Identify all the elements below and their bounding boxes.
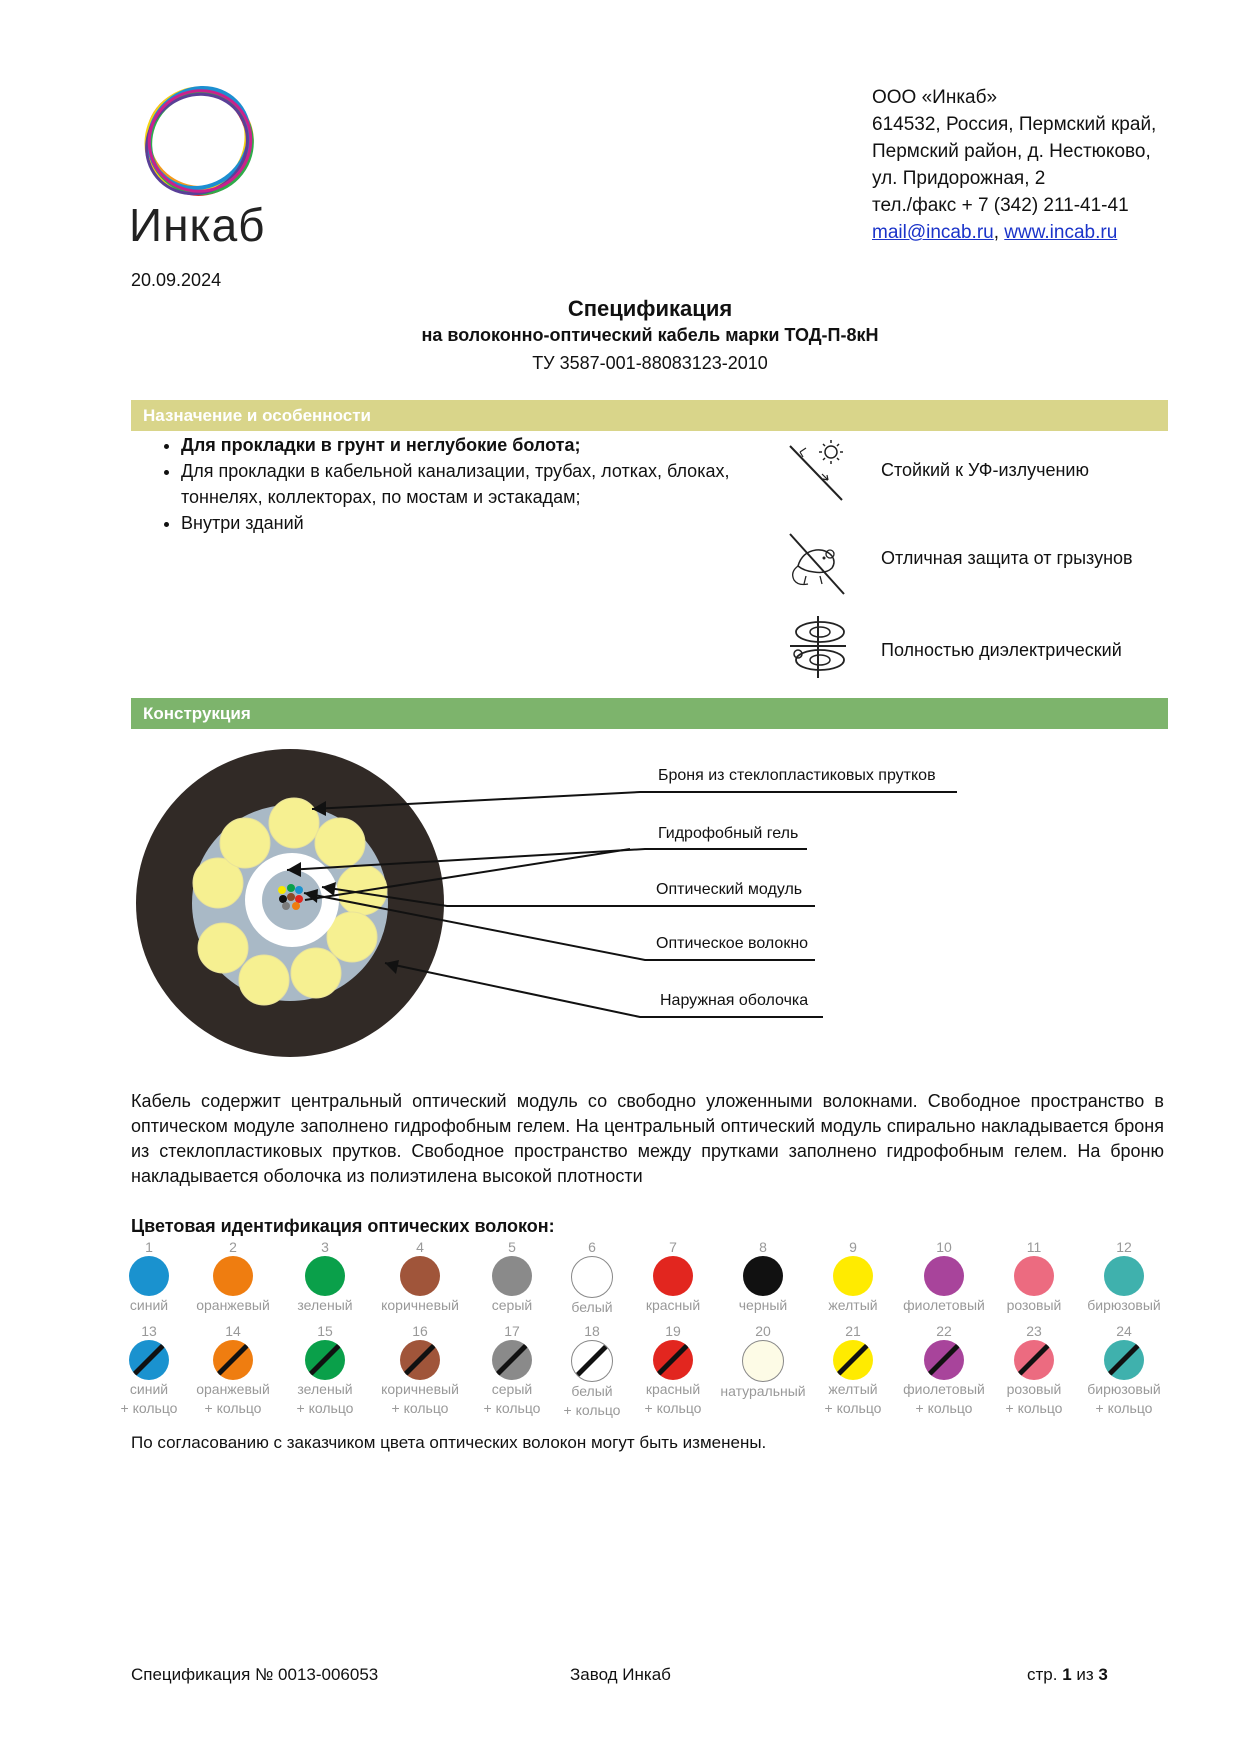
- footer-page-number: [1027, 1665, 1108, 1685]
- email-link[interactable]: mail@incab.ru: [872, 222, 994, 243]
- fiber-ring-suffix: + кольцо: [391, 1400, 449, 1416]
- fiber-swatch: [186, 1323, 280, 1418]
- fiber-swatch: [102, 1323, 196, 1418]
- fiber-swatch: [278, 1239, 372, 1315]
- fiber-color-name: коричневый: [381, 1381, 459, 1397]
- address-line: Пермский район, д. Нестюково,: [872, 141, 1151, 162]
- fiber-color-name: белый: [571, 1383, 613, 1399]
- fiber-color-dot: [400, 1256, 440, 1296]
- purpose-item: • Для прокладки в кабельной канализации, трубах, лотках, блоках, тоннелях, коллекторах, по мостам и эстакадам;: [181, 458, 741, 510]
- fiber-ring-suffix: + кольцо: [204, 1400, 262, 1416]
- fiber-color-name: белый: [571, 1299, 613, 1315]
- fiber-number: 2: [229, 1239, 237, 1255]
- fiber-color-dot: [742, 1340, 784, 1382]
- fiber-ring-suffix: + кольцо: [483, 1400, 541, 1416]
- fiber-color-name: натуральный: [720, 1383, 806, 1399]
- label-sheath: Наружная оболочка: [660, 992, 809, 1009]
- feature-uv: Стойкий к УФ-излучению: [881, 460, 1089, 480]
- fiber-swatch: [987, 1239, 1081, 1315]
- fiber-swatch: [186, 1239, 280, 1315]
- fiber-number: 4: [416, 1239, 424, 1255]
- address-phone: тел./факс + 7 (342) 211-41-41: [872, 195, 1129, 216]
- ring-stripe-icon: [305, 1340, 345, 1380]
- address-line: ООО «Инкаб»: [872, 87, 998, 108]
- current-page: 1: [1062, 1665, 1072, 1684]
- fiber-swatch: [1077, 1239, 1171, 1315]
- fiber-color-dot: [1104, 1256, 1144, 1296]
- fiber-color-name: фиолетовый: [903, 1297, 985, 1313]
- fiber-swatch: [545, 1323, 639, 1420]
- fiber-number: 6: [588, 1239, 596, 1255]
- fiber-ring-suffix: + кольцо: [644, 1400, 702, 1416]
- fiber-swatch: [716, 1323, 810, 1401]
- fiber-color-dot: [924, 1340, 964, 1380]
- fiber-number: 17: [504, 1323, 520, 1339]
- fiber-color-name: желтый: [828, 1297, 878, 1313]
- company-address: [872, 84, 1156, 246]
- fiber-color-name: черный: [738, 1297, 788, 1313]
- fiber-color-name: фиолетовый: [903, 1381, 985, 1397]
- fiber-ring-suffix: + кольцо: [824, 1400, 882, 1416]
- feature-dielectric: Полностью диэлектрический: [881, 640, 1122, 660]
- fiber-color-name: оранжевый: [196, 1297, 270, 1313]
- fiber-color-dot: [571, 1340, 613, 1382]
- fiber-number: 20: [755, 1323, 771, 1339]
- fiber-swatch: [102, 1239, 196, 1315]
- ring-stripe-icon: [129, 1340, 169, 1380]
- fiber-number: 16: [412, 1323, 428, 1339]
- fiber-color-name: зеленый: [297, 1297, 353, 1313]
- rodent-protection-icon: [786, 532, 848, 596]
- fiber-ring-suffix: + кольцо: [563, 1402, 621, 1418]
- fiber-color-name: желтый: [828, 1381, 878, 1397]
- fiber-color-name: розовый: [1006, 1297, 1062, 1313]
- fiber-ring-suffix: + кольцо: [1095, 1400, 1153, 1416]
- fiber-number: 3: [321, 1239, 329, 1255]
- fiber-color-name: синий: [129, 1381, 169, 1397]
- ring-stripe-icon: [1104, 1340, 1144, 1380]
- address-line: 614532, Россия, Пермский край,: [872, 114, 1157, 135]
- fiber-ring-suffix: + кольцо: [915, 1400, 973, 1416]
- ring-stripe-icon: [924, 1340, 964, 1380]
- purpose-list: [145, 432, 741, 536]
- feature-rodent: Отличная защита от грызунов: [881, 548, 1133, 568]
- fiber-color-dot: [1104, 1340, 1144, 1380]
- fiber-number: 13: [141, 1323, 157, 1339]
- fiber-ring-suffix: + кольцо: [1005, 1400, 1063, 1416]
- fiber-color-dot: [492, 1256, 532, 1296]
- label-fiber: Оптическое волокно: [656, 935, 809, 952]
- fiber-color-dot: [129, 1340, 169, 1380]
- fiber-color-dot: [653, 1340, 693, 1380]
- fiber-color-dot: [743, 1256, 783, 1296]
- dielectric-icon: [786, 614, 848, 680]
- logo-rings-icon: [134, 76, 264, 206]
- fiber-swatch: [626, 1323, 720, 1418]
- fiber-color-name: бирюзовый: [1087, 1297, 1161, 1313]
- fiber-swatch: [278, 1323, 372, 1418]
- fiber-number: 15: [317, 1323, 333, 1339]
- ring-stripe-icon: [400, 1340, 440, 1380]
- fiber-color-name: коричневый: [381, 1297, 459, 1313]
- fiber-number: 5: [508, 1239, 516, 1255]
- fiber-color-dot: [571, 1256, 613, 1298]
- fiber-number: 1: [145, 1239, 153, 1255]
- fiber-color-dot: [653, 1256, 693, 1296]
- fiber-swatch: [373, 1323, 467, 1418]
- fiber-color-name: зеленый: [297, 1381, 353, 1397]
- fiber-color-name: серый: [491, 1381, 533, 1397]
- document-date: 20.09.2024: [131, 270, 222, 290]
- fiber-colors-note: По согласованию с заказчиком цвета оптических волокон могут быть изменены.: [131, 1433, 767, 1452]
- fiber-swatch: [626, 1239, 720, 1315]
- fiber-color-name: красный: [645, 1297, 701, 1313]
- section-heading-purpose: Назначение и особенности: [131, 400, 1168, 431]
- ring-stripe-icon: [572, 1340, 612, 1380]
- fiber-color-dot: [1014, 1256, 1054, 1296]
- fiber-color-dot: [305, 1256, 345, 1296]
- fiber-number: 11: [1026, 1239, 1042, 1255]
- fiber-number: 18: [584, 1323, 600, 1339]
- fiber-color-name: синий: [129, 1297, 169, 1313]
- fiber-color-dot: [129, 1256, 169, 1296]
- fiber-colors-heading: Цветовая идентификация оптических волокон:: [131, 1216, 555, 1236]
- fiber-color-name: бирюзовый: [1087, 1381, 1161, 1397]
- fiber-number: 12: [1116, 1239, 1132, 1255]
- page-separator: из: [1071, 1665, 1099, 1684]
- fiber-color-name: красный: [645, 1381, 701, 1397]
- logo-text: Инкаб: [129, 199, 266, 251]
- total-pages: 3: [1098, 1665, 1108, 1684]
- fiber-color-dot: [924, 1256, 964, 1296]
- purpose-item: • Для прокладки в грунт и неглубокие болота;: [181, 432, 741, 458]
- fiber-color-name: розовый: [1006, 1381, 1062, 1397]
- construction-description: Кабель содержит центральный оптический модуль со свободно уложенными волокнами. Свободное пространство в оптическом модуле заполнено гидрофобным гелем. На центральный оптический модуль спирально накладывается броня из стеклопластиковых прутков. Свободное пространство между прутками заполнено гидрофобным гелем. На броню накладывается оболочка из полиэтилена высокой плотности: [131, 1091, 1164, 1186]
- fiber-color-dot: [213, 1256, 253, 1296]
- fiber-color-dot: [833, 1256, 873, 1296]
- fiber-color-dot: [305, 1340, 345, 1380]
- fiber-number: 19: [665, 1323, 681, 1339]
- fiber-color-name: серый: [491, 1297, 533, 1313]
- fiber-swatch: [545, 1239, 639, 1317]
- fiber-ring-suffix: + кольцо: [296, 1400, 354, 1416]
- fiber-swatch: [806, 1239, 900, 1315]
- fiber-swatch: [897, 1239, 991, 1315]
- label-gel: Гидрофобный гель: [658, 825, 799, 842]
- ring-stripe-icon: [653, 1340, 693, 1380]
- page-subtitle: на волоконно-оптический кабель марки ТОД-П-8кН: [421, 325, 879, 345]
- link-separator: ,: [993, 222, 999, 243]
- fiber-number: 10: [936, 1239, 952, 1255]
- fiber-swatch: [806, 1323, 900, 1418]
- fiber-number: 14: [225, 1323, 241, 1339]
- footer-spec-number: Спецификация № 0013-006053: [131, 1665, 379, 1684]
- fiber-color-dot: [1014, 1340, 1054, 1380]
- address-line: ул. Придорожная, 2: [872, 168, 1046, 189]
- label-module: Оптический модуль: [656, 881, 803, 898]
- ring-stripe-icon: [1014, 1340, 1054, 1380]
- fiber-color-dot: [213, 1340, 253, 1380]
- ring-stripe-icon: [833, 1340, 873, 1380]
- fiber-swatch: [1077, 1323, 1171, 1418]
- fiber-number: 21: [845, 1323, 861, 1339]
- fiber-number: 23: [1026, 1323, 1042, 1339]
- fiber-swatch: [373, 1239, 467, 1315]
- section-heading-construction: Конструкция: [131, 698, 1168, 729]
- fiber-number: 7: [669, 1239, 677, 1255]
- ring-stripe-icon: [213, 1340, 253, 1380]
- footer-plant: Завод Инкаб: [570, 1665, 671, 1684]
- fiber-color-name: оранжевый: [196, 1381, 270, 1397]
- ring-stripe-icon: [492, 1340, 532, 1380]
- website-link[interactable]: www.incab.ru: [1004, 222, 1118, 243]
- uv-resistant-icon: [786, 438, 848, 504]
- page-title: Спецификация: [567, 296, 733, 321]
- fiber-number: 22: [936, 1323, 952, 1339]
- fiber-swatch: [897, 1323, 991, 1418]
- fiber-swatch: [716, 1239, 810, 1315]
- fiber-number: 9: [849, 1239, 857, 1255]
- page-label: стр.: [1027, 1665, 1063, 1684]
- fiber-color-dot: [400, 1340, 440, 1380]
- standard-number: ТУ 3587-001-88083123-2010: [532, 353, 768, 373]
- fiber-number: 8: [759, 1239, 767, 1255]
- fiber-swatch: [987, 1323, 1081, 1418]
- fiber-number: 24: [1116, 1323, 1132, 1339]
- purpose-item: • Внутри зданий: [181, 510, 741, 536]
- label-armor: Броня из стеклопластиковых прутков: [658, 767, 936, 784]
- fiber-color-dot: [833, 1340, 873, 1380]
- fiber-color-dot: [492, 1340, 532, 1380]
- fiber-ring-suffix: + кольцо: [120, 1400, 178, 1416]
